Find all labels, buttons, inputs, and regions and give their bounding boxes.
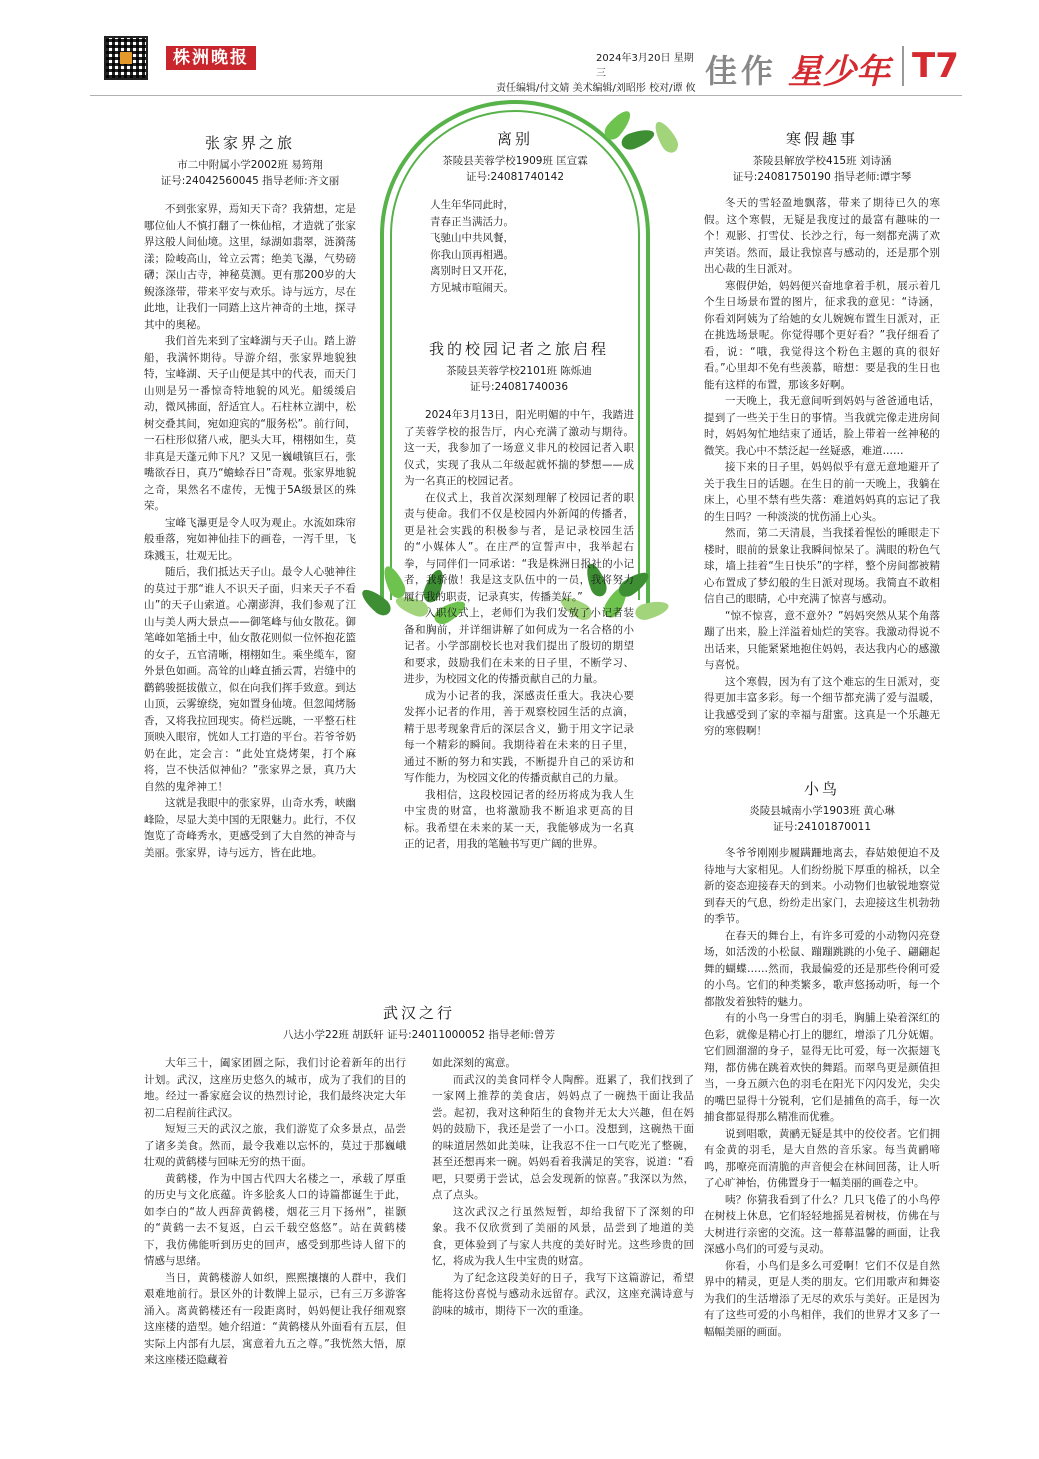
poem-body [410,197,620,296]
article-title: 小鸟 [803,780,840,798]
article-body [404,407,634,853]
paragraph: 短短三天的武汉之旅，我们游览了众多景点，品尝了诸多美食。然而，最令我难以忘怀的，莫过于那巍峨壮观的黄鹤楼与回味无穷的热干面。 [144,1123,406,1168]
paragraph: 在春天的舞台上，有许多可爱的小动物闪亮登场，如活泼的小松鼠、蹦蹦跳跳的小兔子、翩翩起舞的蝴蝶……然而，我最偏爱的还是那些伶俐可爱的小鸟。它们的种类繁多，歌声悠扬动听，每一个都散发着独特的魅力。 [704,929,940,1008]
article-winter [704,128,940,740]
paragraph: 寒假伊始，妈妈便兴奋地拿着手机，展示着几个生日场景布置的图片，征求我的意见：“诗涵，你看刘阿姨为了给她的女儿婉婉布置生日派对，正在挑选场景呢。你觉得哪个更好看？”我仔细看了看，说：“哦，我觉得这个粉色主题的真的很好看。”心里却不免有些羡慕，暗想：要是我的生日也能有这样的布置，那该多好啊。 [704,279,940,391]
top-rule [90,95,962,96]
poem-line: 青春正当满活力。 [430,215,514,228]
article-author: 市二中附属小学2002班 易筠翔 [177,159,323,171]
paragraph: 成为小记者的我，深感责任重大。我决心要发挥小记者的作用，善于观察校园生活的点滴，精于思考现象背后的深层含义，勤于用文字记录每一个精彩的瞬间。我期待着在未来的日子里，通过不断的努力和实践，不断提升自己的采访和写作能力，为校园文化的传播贡献自己的力量。 [404,689,634,784]
article-wuhan [144,1002,694,1369]
paragraph: 有的小鸟一身雪白的羽毛，胸脯上染着深红的色彩，就像是精心打上的腮红，增添了几分妩媚。它们圆溜溜的身子，显得无比可爱，每一次振翅飞翔，都仿佛在跳着欢快的舞蹈。而翠鸟更是颜值担当，一身五颜六色的羽毛在阳光下闪闪发光，尖尖的嘴巴显得十分锐利，它们是捕鱼的高手，每一次捕食都显得那么精准而优雅。 [704,1012,940,1123]
section-name: 佳作 [705,52,778,90]
article-cert: 证号:24101870011 [772,821,872,833]
paragraph: 冬天的雪轻盈地飘落，带来了期待已久的寒假。这个寒假，无疑是我度过的最富有趣味的一个！观影、打雪仗、长沙之行，每一刻都充满了欢声笑语。然而，最让我惊喜与感动的，还是那个别出心裁的生日派对。 [704,197,940,275]
paragraph: 咦？你猜我看到了什么？几只飞倦了的小鸟停在树枝上休息，它们轻轻地摇晃着树枝，仿佛在与大树进行亲密的交流。这一幕幕温馨的画面，让我深感小鸟们的可爱与灵动。 [704,1193,940,1255]
paragraph: 一天晚上，我无意间听到妈妈与爸爸通电话，提到了一些关于生日的事情。当我就完像走进房间时，妈妈匆忙地结束了通话，脸上带着一丝神秘的微笑。我心中不禁泛起一丝疑惑，难道…… [704,395,940,457]
article-title: 离别 [496,130,533,148]
article-zhangjiajie [144,132,356,861]
article-title: 寒假趣事 [785,130,858,148]
article-columns [144,1055,694,1369]
paragraph: 你看，小鸟们是多么可爱啊！它们不仅是自然界中的精灵，更是人类的朋友。它们用歌声和舞姿为我们的生活增添了无尽的欢乐与美好。正是因为有了这些可爱的小鸟相伴，我们的世界才又多了一幅幅美丽的画面。 [704,1259,940,1338]
paragraph: 我相信，这段校园记者的经历将成为我人生中宝贵的财富，也将激励我不断追求更高的目标。我希望在未来的某一天，我能够成为一名真正的记者，用我的笔触书写更广阔的世界。 [404,788,634,850]
article-cert: 证号:24081750190 指导老师:谭宇琴 [732,171,912,183]
article-author: 茶陵县芙蓉学校1909班 匡宣霖 [442,155,588,167]
editor-credits: 责任编辑/付文婧 美术编辑/刘昭彤 校对/谭 攸 [496,83,696,94]
paragraph: “惊不惊喜，意不意外？”妈妈突然从某个角落蹦了出来，脸上洋溢着灿烂的笑容。我激动得说不出话来，只能紧紧地抱住妈妈，表达我内心的感激与喜悦。 [704,609,940,671]
paragraph: 这次武汉之行虽然短暂，却给我留下了深刻的印象。我不仅欣赏到了美丽的风景，品尝到了地道的美食，更体验到了与家人共度的美好时光。这些珍贵的回忆，将成为我人生中宝贵的财富。 [432,1205,694,1267]
article-body [704,195,940,740]
date-info [496,51,702,96]
paragraph: 而武汉的美食同样令人陶醉。逛累了，我们找到了一家网上推荐的美食店，妈妈点了一碗热干面让我品尝。起初，我对这种陌生的食物并无太大兴趣，但在妈妈的鼓励下，我还是尝了一小口。没想到，这碗热干面的味道居然如此美味，让我忍不住一口气吃光了整碗，甚至还想再来一碗。妈妈看着我满足的笑容，说道：“看吧，只要勇于尝试，总会发现新的惊喜。”我深以为然，点了点头。 [432,1073,694,1201]
article-title: 我的校园记者之旅启程 [428,340,609,358]
brand-logo: 星少年 [788,52,890,92]
article-author: 茶陵县解放学校415班 刘诗涵 [752,155,892,167]
page-number: T7 [912,46,959,86]
article-title: 张家界之旅 [204,134,295,152]
paragraph: 我们首先来到了宝峰湖与天子山。踏上游船，我满怀期待。导游介绍，张家界地貌独特，宝峰湖、天子山便是其中的代表，而天门山则是另一番惊奇特地貌的风光。船缓缓启动，微风拂面，舒适宜人。石柱林立湖中，松树交叠其间，宛如迎宾的“服务松”。前行间，一石柱形似猪八戒，肥头大耳，栩栩如生，莫非真是天蓬元帅下凡？又见一巍峨镇巨石，张嘴欲吞日，真乃“蟾蜍吞日”奇观。张家界地貌之奇，果然名不虚传，无愧于5A级景区的殊荣。 [144,335,356,512]
paragraph: 入职仪式上，老师们为我们发放了小记者装备和胸前，并详细讲解了如何成为一名合格的小记者。小学部副校长也对我们提出了殷切的期望和要求，鼓励我们在未来的日子里，不断学习、进步，为校园文化的传播贡献自己的力量。 [404,607,634,685]
masthead-logo: 株洲晚报 [166,46,256,70]
poem-line: 人生年华同此时， [430,199,514,211]
article-author: 茶陵县芙蓉学校2101班 陈烁迪 [446,365,592,377]
article-title: 武汉之行 [382,1004,455,1022]
poem-line: 飞驰山中共风餐， [430,232,514,244]
article-column-left [144,1055,406,1369]
paragraph: 冬爷爷刚刚步履蹒跚地离去，春姑娘便迫不及待地与大家相见。人们纷纷脱下厚重的棉袄，以全新的姿态迎接春天的到来。小动物们也敏锐地察觉到春天的气息，纷纷走出家门，去迎接这生机勃勃的季节。 [704,847,940,925]
paragraph: 接下来的日子里，妈妈似乎有意无意地避开了关于我生日的话题。在生日的前一天晚上，我躺在床上，心里不禁有些失落：难道妈妈真的忘记了我的生日吗？一种淡淡的忧伤涌上心头。 [704,461,940,523]
paragraph: 宝峰飞瀑更是令人叹为观止。水流如珠帘般垂落，宛如神仙挂下的画卷，一泻千里，飞珠溅玉，壮观无比。 [144,516,356,562]
article-column-right [432,1055,694,1369]
paragraph: 这就是我眼中的张家界，山奇水秀，峡幽峰险，尽显大美中国的无限魅力。此行，不仅饱览了奇峰秀水，更感受到了大自然的神奇与美丽。张家界，诗与远方，皆在此地。 [144,797,356,859]
paragraph: 不到张家界，焉知天下奇？我猜想，定是哪位仙人不慎打翻了一株仙棺，才造就了张家界这般人间仙境。这里，绿湖如翡翠，涟漪荡漾；险峻高山，耸立云霄；绝美飞瀑，气势磅礴；深山古寺，神秘莫测。更有那200岁的大鲵涤涤带，带来平安与欢乐。诗与远方，尽在此地，让我们一同踏上这片神奇的土地，探寻其中的奥秘。 [144,203,356,331]
poem-line: 你我山顶再相遇。 [430,248,514,261]
paragraph: 如此深刻的寓意。 [432,1057,516,1069]
paragraph: 黄鹤楼，作为中国古代四大名楼之一，承载了厚重的历史与文化底蕴。许多脍炙人口的诗篇都诞生于此，如李白的“故人西辞黄鹤楼，烟花三月下扬州”，崔颢的“黄鹤一去不复返，白云千载空悠悠”。站在黄鹤楼下，我仿佛能听到历史的回声，感受到那些诗人留下的情感与思绪。 [144,1172,406,1267]
paragraph: 在仪式上，我首次深刻理解了校园记者的职责与使命。我们不仅是校园内外新闻的传播者，更是社会实践的积极参与者，是记录校园生活的“小媒体人”。在庄严的宣誓声中，我举起右拳，与同伴们一同承诺：“我是株洲日报社的小记者，我骄傲！我是这支队伍中的一员，我将努力履行我的职责，记录真实，传播美好。” [404,491,634,603]
issue-date: 2024年3月20日 星期三 [596,53,694,79]
article-bird [704,778,940,1340]
paragraph: 2024年3月13日，阳光明媚的中午，我踏进了芙蓉学校的报告厅，内心充满了激动与期待。这一天，我参加了一场意义非凡的校园记者入职仪式，实现了我从二年级起就怀揣的梦想——成为一名真正的校园记者。 [404,409,634,487]
paragraph: 为了纪念这段美好的日子，我写下这篇游记，希望能将这份喜悦与感动永远留存。武汉，这座充满诗意与韵味的城市，期待下一次的重逢。 [432,1271,694,1317]
article-cert: 证号:24042560045 指导老师:齐文丽 [160,175,340,187]
qr-code [104,36,148,80]
header-divider [902,46,904,86]
paragraph: 这个寒假，因为有了这个难忘的生日派对，变得更加丰富多彩。每一个细节都充满了爱与温暖，让我感受到了家的幸福与甜蜜。这真是一个乐趣无穷的寒假啊！ [704,675,940,737]
article-cert: 证号:24081740036 [469,381,569,393]
paragraph: 随后，我们抵达天子山。最令人心驰神往的莫过于那“谁人不识天子面，归来天子不看山”的天子山索道。心潮澎湃，我们参观了江山与美人两大景点——御笔峰与仙女散花。御笔峰如笔插土中，仙女散花则似一位怀抱花篮的女子，五官清晰，栩栩如生。乘坐缆车，窗外景色如画。高耸的山峰直插云霄，岩缝中的鹳鹤骏挺拔傲立，似在向我们挥手致意。到达山顶，云雾缭绕，宛如置身仙境。但忽闻烤肠香，又将我拉回现实。倚栏远眺，一平整石柱顶映入眼帘，恍如人工打造的平台。若爷爷奶奶在此，定会言：“此处宜烧烤架，打个麻将，岂不快活似神仙？”张家界之景，真乃大自然的鬼斧神工！ [144,566,356,793]
poem-line: 方见城市喧闹天。 [430,281,514,294]
poem-line: 离别时日又开花， [430,265,514,277]
article-byline: 八达小学22班 胡跃轩 证号:24011000052 指导老师:曾芳 [283,1029,555,1041]
paragraph: 说到唱歌，黄鹂无疑是其中的佼佼者。它们拥有金黄的羽毛，是大自然的音乐家。每当黄鹂啼鸣，那嘹亮而清脆的声音便会在林间回荡，让人听了心旷神怡，仿佛置身于一幅美丽的画卷之中。 [704,1127,940,1189]
article-body [704,845,940,1340]
paragraph: 然而，第二天清晨，当我揉着惺忪的睡眼走下楼时，眼前的景象让我瞬间惊呆了。满眼的粉色气球，墙上挂着“生日快乐”的字样，整个房间都被精心布置成了梦幻般的生日派对现场。我简直不敢相信自己的眼睛，心中充满了惊喜与感动。 [704,527,940,605]
article-body [144,201,356,861]
article-reporter [404,338,634,853]
article-author: 炎陵县城南小学1903班 黄心琳 [749,805,895,817]
article-cert: 证号:24081740142 [465,171,565,183]
article-farewell [410,128,620,296]
paragraph: 当日，黄鹤楼游人如织，熙熙攘攘的人群中，我们艰难地前行。景区外的计数牌上显示，已有三万多游客涌入。离黄鹤楼还有一段距离时，妈妈便让我仔细观察这座楼的造型。她介绍道：“黄鹤楼从外面看有五层，但实际上内部有九层，寓意着九五之尊。”我恍然大悟，原来这座楼还隐藏着 [144,1271,406,1366]
paragraph: 大年三十，阖家团圆之际，我们讨论着新年的出行计划。武汉，这座历史悠久的城市，成为了我们的目的地。经过一番家庭会议的热烈讨论，我们最终决定大年初二启程前往武汉。 [144,1057,406,1119]
